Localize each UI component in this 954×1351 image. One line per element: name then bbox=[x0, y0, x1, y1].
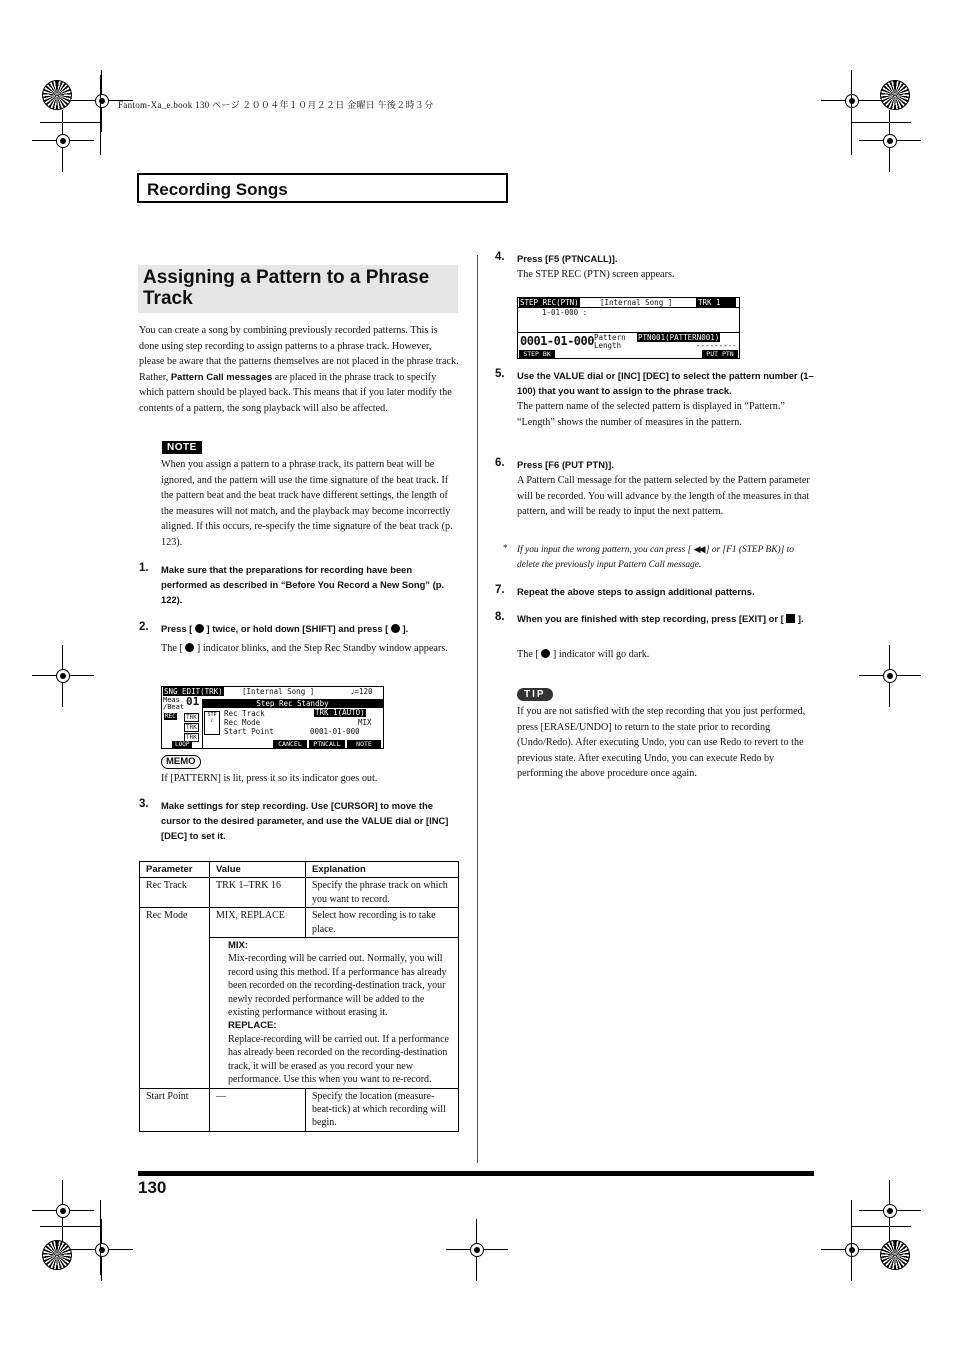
registration-burst-icon bbox=[880, 1240, 910, 1270]
lcd-button-note: NOTE bbox=[347, 740, 381, 748]
registration-mark-icon bbox=[835, 84, 869, 118]
crop-line bbox=[851, 1226, 911, 1227]
replace-text: Replace-recording will be carried out. If a performance has already been recorded on the recording-destination track, it will be erased as you record your new performance. Use this when you want to re-record. bbox=[228, 1033, 449, 1086]
crop-line bbox=[40, 1226, 100, 1227]
table-row bbox=[140, 1088, 459, 1131]
lcd-button-cancel: CANCEL bbox=[273, 740, 307, 748]
table-cell: Rec Track bbox=[140, 878, 210, 908]
section-title: Recording Songs bbox=[147, 180, 288, 199]
table-header: Value bbox=[210, 862, 306, 878]
table-row bbox=[140, 878, 459, 908]
table-cell: MIX, REPLACE bbox=[210, 908, 306, 938]
lcd-screen-step-rec-ptn bbox=[517, 297, 740, 359]
mix-heading: MIX: bbox=[228, 940, 249, 952]
lcd-side-label: TRK bbox=[186, 724, 197, 731]
asterisk-note-text: ] or [F1 (STEP BK)] to delete the previously input Pattern Call message. bbox=[517, 545, 794, 570]
lcd-track: TRK 1 bbox=[696, 298, 736, 307]
lcd-side-label: TRK bbox=[186, 714, 197, 721]
lcd-side-label: REC bbox=[165, 713, 176, 720]
step-text: Press [F6 (PUT PTN)]. bbox=[517, 459, 614, 470]
section-title-box bbox=[137, 173, 508, 203]
lcd-row-value: TRK 1(AUTO) bbox=[315, 708, 365, 717]
registration-mark-icon bbox=[85, 1233, 119, 1267]
registration-burst-icon bbox=[880, 80, 910, 110]
step-number: 3. bbox=[139, 798, 149, 810]
lcd-row-value: 0001-01-000 bbox=[310, 727, 360, 736]
step-sub-part: The [ bbox=[161, 643, 186, 654]
step-text bbox=[517, 611, 815, 626]
step-sub-part: ] indicator blinks, and the Step Rec Standby window appears. bbox=[194, 643, 448, 654]
table-cell: Rec Mode bbox=[140, 908, 210, 1088]
lcd-length-value: --------- bbox=[696, 341, 737, 350]
lcd-row-label: Rec Mode bbox=[224, 718, 261, 727]
table-cell: Select how recording is to take place. bbox=[306, 908, 459, 938]
step-text: Make settings for step recording. Use [CURSOR] to move the cursor to the desired parameter, and use the VALUE dial or [INC] [DEC] to set it. bbox=[161, 800, 449, 841]
step-subtext bbox=[161, 641, 459, 657]
lcd-meas-label: Meas bbox=[163, 696, 180, 704]
table-cell: Start Point bbox=[140, 1088, 210, 1131]
step-text-part: When you are finished with step recording, press [EXIT] or [ bbox=[517, 613, 787, 624]
registration-mark-icon bbox=[873, 124, 907, 158]
lcd-row-value: MIX bbox=[358, 718, 372, 727]
asterisk-mark: * bbox=[503, 544, 508, 554]
step-text: Press [F5 (PTNCALL)]. bbox=[517, 253, 618, 264]
step-number: 7. bbox=[495, 584, 505, 596]
registration-mark-icon bbox=[46, 124, 80, 158]
table-header: Explanation bbox=[306, 862, 459, 878]
lcd-side-label: TRK bbox=[186, 734, 197, 741]
record-button-icon bbox=[541, 649, 550, 658]
registration-mark-icon bbox=[873, 1194, 907, 1228]
registration-mark-icon bbox=[835, 1233, 869, 1267]
registration-mark-icon bbox=[85, 84, 119, 118]
step-subtext: A Pattern Call message for the pattern selected by the Pattern parameter will be recorded. You will advance by the length of the measures in that pattern, and will be ready to input the next pattern. bbox=[517, 475, 810, 518]
registration-burst-icon bbox=[42, 80, 72, 110]
registration-mark-icon bbox=[46, 1194, 80, 1228]
intro-text-2: are placed in the phrase track to specify which pattern should be played back. This means that if you later modify the contents of a pattern, the song playback will also be affected. bbox=[139, 371, 452, 414]
record-button-icon bbox=[195, 624, 204, 633]
step-subtext bbox=[517, 647, 815, 663]
crop-line bbox=[851, 1200, 852, 1275]
page-number: 130 bbox=[138, 1178, 167, 1197]
lcd-row-label: Start Point bbox=[224, 727, 274, 736]
crop-line bbox=[100, 75, 101, 155]
step-number: 2. bbox=[139, 621, 149, 633]
crop-line bbox=[100, 1200, 101, 1275]
tip-label: TIP bbox=[517, 688, 553, 701]
crop-line bbox=[40, 122, 100, 123]
step-sub-part: The [ bbox=[517, 649, 542, 660]
lcd-window-title-text: Step Rec Standby bbox=[256, 699, 329, 708]
lcd-screen-step-rec-standby bbox=[161, 686, 384, 749]
lcd-loop-label: LOOP bbox=[172, 741, 192, 748]
table-cell-detail bbox=[210, 938, 459, 1088]
page-heading: Assigning a Pattern to a Phrase Track bbox=[143, 267, 430, 309]
tip-text: If you are not satisfied with the step recording that you just performed, press [ERASE/UNDO] to return to the state prior to recording (Undo/Redo). After executing Undo, you can use Redo to revert to the previous state. After executing Undo, you can execute Redo by performing the above procedure once again. bbox=[517, 706, 806, 780]
intro-paragraph bbox=[139, 323, 459, 417]
lcd-title: SNG EDIT(TRK) bbox=[164, 687, 223, 696]
lcd-pattern-label: Pattern bbox=[594, 333, 626, 342]
table-cell: — bbox=[210, 1088, 306, 1131]
step-number: 6. bbox=[495, 457, 505, 469]
record-button-icon bbox=[185, 643, 194, 652]
mix-text: Mix-recording will be carried out. Normally, you will record using this method. If a performance has already been recorded on the recording-destination track, your newly recorded performance will be added to the existing performance without erasing it. bbox=[228, 953, 447, 1019]
step-text-part: ] twice, or hold down [SHIFT] and press [ bbox=[203, 623, 391, 634]
step-text-part: ]. bbox=[399, 623, 409, 634]
registration-mark-icon bbox=[460, 1233, 494, 1267]
lcd-song-name: [Internal Song ] bbox=[242, 687, 315, 696]
step-sub-part: ] indicator will go dark. bbox=[550, 649, 650, 660]
lcd-step-icon: STP ♪ bbox=[204, 711, 220, 735]
intro-text-1: You can create a song by combining previously recorded patterns. This is done using step recording to assign patterns to a phrase track. However, please be aware that the patterns themselves are not placed in the phrase track. Rather, bbox=[139, 325, 459, 383]
table-cell: TRK 1–TRK 16 bbox=[210, 878, 306, 908]
note-text: When you assign a pattern to a phrase track, its pattern beat will be ignored, and the pattern will use the time signature of the beat track. If the pattern beat and the beat track have different settings, the length of the measures will not match, and the playback may become incorrectly aligned. If this occurs, re-specify the time signature of the beat track (p. 123). bbox=[161, 459, 453, 548]
memo-label: MEMO bbox=[161, 755, 201, 769]
crop-line bbox=[851, 122, 911, 123]
registration-burst-icon bbox=[42, 1240, 72, 1270]
registration-mark-icon bbox=[46, 659, 80, 693]
step-text bbox=[161, 621, 459, 636]
step-text: Make sure that the preparations for recording have been performed as described in “Before You Record a New Song” (p. 122). bbox=[161, 564, 445, 605]
column-divider bbox=[477, 255, 478, 1163]
intro-bold: Pattern Call messages bbox=[170, 371, 273, 383]
heading-box bbox=[138, 265, 458, 313]
lcd-window-title bbox=[202, 699, 383, 708]
replace-heading: REPLACE: bbox=[228, 1020, 277, 1032]
step-number: 1. bbox=[139, 562, 149, 574]
lcd-tempo: ♩=120 bbox=[350, 687, 373, 696]
lcd-meas-value: 01 bbox=[186, 695, 200, 708]
stop-button-icon bbox=[786, 614, 795, 623]
print-header: Fantom-Xa_e.book 130 ページ ２００４年１０月２２日 金曜日 午後２時３分 bbox=[118, 100, 434, 110]
table-header: Parameter bbox=[140, 862, 210, 878]
table-cell: Specify the location (measure-beat-tick) at which recording will begin. bbox=[306, 1088, 459, 1131]
table-row bbox=[140, 908, 459, 938]
step-text: Repeat the above steps to assign additional patterns. bbox=[517, 586, 755, 597]
lcd-length-label: Length bbox=[594, 341, 622, 350]
table-cell: Specify the phrase track on which you want to record. bbox=[306, 878, 459, 908]
step-subtext: The STEP REC (PTN) screen appears. bbox=[517, 269, 675, 280]
rewind-icon: ◀◀ bbox=[693, 544, 704, 554]
step-text-part: ]. bbox=[795, 613, 804, 624]
step-number: 8. bbox=[495, 611, 505, 623]
memo-text: If [PATTERN] is lit, press it so its indicator goes out. bbox=[161, 773, 378, 784]
lcd-song-name: [Internal Song ] bbox=[600, 298, 673, 307]
lcd-beat-label: /Beat bbox=[163, 703, 185, 711]
asterisk-note bbox=[503, 542, 815, 573]
footer-bar bbox=[138, 1171, 814, 1176]
record-button-icon bbox=[391, 624, 400, 633]
step-subtext: The pattern name of the selected pattern is displayed in “Pattern.” “Length” shows the number of measures in the pattern. bbox=[517, 401, 785, 428]
lcd-button-put-ptn: PUT PTN bbox=[702, 350, 738, 358]
table-header-row bbox=[140, 862, 459, 878]
lcd-button-ptncall: PTNCALL bbox=[309, 740, 345, 748]
lcd-big-position: 0001-01-000 bbox=[520, 334, 594, 348]
lcd-row-label: Rec Track bbox=[224, 709, 265, 718]
step-text-part: Press [ bbox=[161, 623, 195, 634]
lcd-position: 1-01-000 : bbox=[542, 308, 588, 317]
lcd-title: STEP REC(PTN) bbox=[520, 298, 579, 307]
lcd-button-step-bk: STEP BK bbox=[519, 350, 555, 358]
note-label: NOTE bbox=[162, 441, 202, 454]
registration-mark-icon bbox=[873, 659, 907, 693]
step-number: 4. bbox=[495, 251, 505, 263]
step-text: Use the VALUE dial or [INC] [DEC] to select the pattern number (1–100) that you want to assign to the phrase track. bbox=[517, 370, 814, 396]
asterisk-note-text: If you input the wrong pattern, you can press [ bbox=[517, 545, 694, 555]
lcd-pattern-value: PTN001(PATTERN001) bbox=[638, 333, 720, 342]
parameter-table bbox=[139, 861, 459, 1132]
crop-line bbox=[851, 75, 852, 155]
step-number: 5. bbox=[495, 368, 505, 380]
